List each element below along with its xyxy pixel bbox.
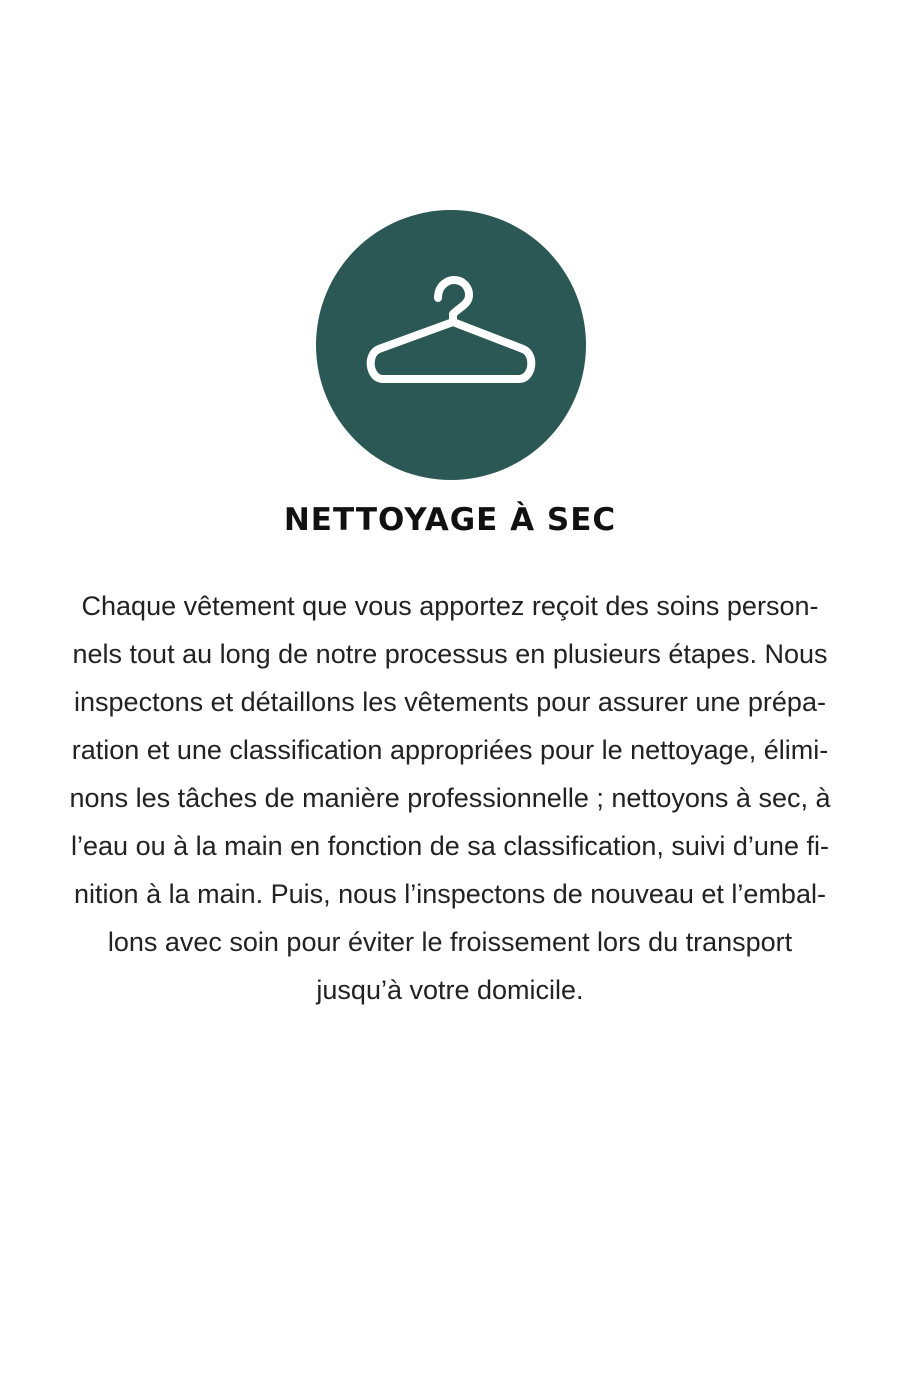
description-line: nition à la main. Puis, nous l’inspectons de nouveau et l’embal- (74, 879, 826, 909)
icon-circle (316, 210, 586, 480)
service-title: NETTOYAGE À SEC (283, 502, 617, 538)
hanger-icon (316, 210, 586, 480)
description-line: Chaque vêtement que vous apportez reçoit des soins person- (81, 591, 819, 621)
description-line: ration et une classification appropriées pour le nettoyage, élimi- (71, 735, 829, 765)
description-line: l’eau ou à la main en fonction de sa classification, suivi d’une fi- (71, 831, 829, 861)
icon-circle-background (316, 210, 586, 480)
description-line: inspectons et détaillons les vêtements pour assurer une prépa- (74, 687, 826, 717)
service-description (12, 582, 888, 1014)
description-line: lons avec soin pour éviter le froissement lors du transport (107, 927, 793, 957)
description-line: nons les tâches de manière professionnelle ; nettoyons à sec, à (69, 783, 831, 813)
description-line: nels tout au long de notre processus en plusieurs étapes. Nous (72, 639, 828, 669)
description-line: jusqu’à votre domicile. (316, 975, 584, 1005)
